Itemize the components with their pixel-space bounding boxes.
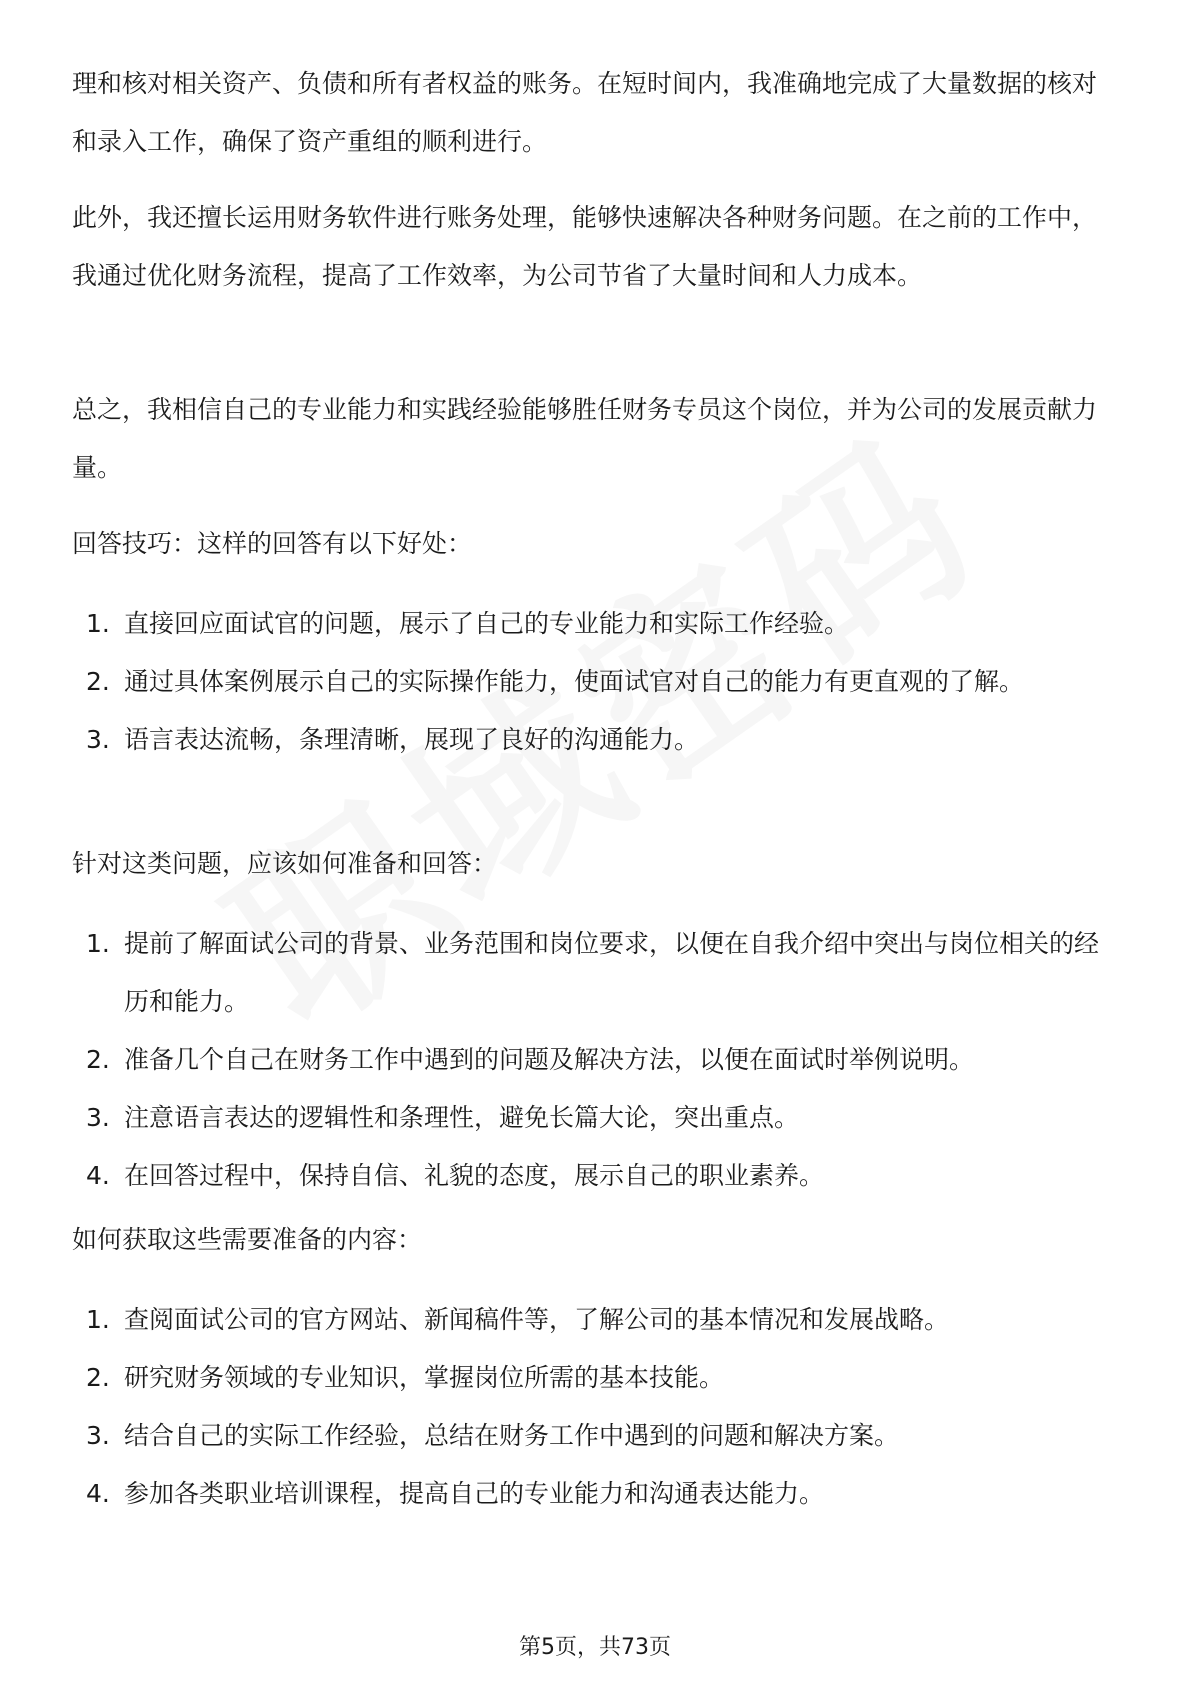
list-text: 提前了解面试公司的背景、业务范围和岗位要求，以便在自我介绍中突出与岗位相关的经历和能力。	[124, 929, 1100, 1016]
list-text: 参加各类职业培训课程，提高自己的专业能力和沟通表达能力。	[124, 1479, 825, 1508]
list-item	[72, 653, 1118, 711]
list-text: 查阅面试公司的官方网站、新闻稿件等，了解公司的基本情况和发展战略。	[124, 1305, 950, 1334]
paragraph-2: 此外，我还擅长运用财务软件进行账务处理，能够快速解决各种财务问题。在之前的工作中，我通过优化财务流程，提高了工作效率，为公司节省了大量时间和人力成本。	[72, 203, 1098, 290]
list-item	[72, 915, 1118, 1031]
list-item	[72, 1407, 1118, 1465]
prepare-heading: 针对这类问题，应该如何准备和回答：	[72, 849, 498, 878]
list-text: 直接回应面试官的问题，展示了自己的专业能力和实际工作经验。	[124, 609, 850, 638]
list-text: 语言表达流畅，条理清晰，展现了良好的沟通能力。	[124, 725, 700, 754]
list-text: 准备几个自己在财务工作中遇到的问题及解决方法，以便在面试时举例说明。	[124, 1045, 975, 1074]
paragraph-1: 理和核对相关资产、负债和所有者权益的账务。在短时间内，我准确地完成了大量数据的核对和录入工作，确保了资产重组的顺利进行。	[72, 69, 1098, 156]
list-number: 4.	[86, 1161, 110, 1190]
list-item	[72, 1349, 1118, 1407]
list-text: 注意语言表达的逻辑性和条理性，避免长篇大论，突出重点。	[124, 1103, 800, 1132]
list-item	[72, 1031, 1118, 1089]
document-page	[72, 0, 1118, 1684]
prepare-list	[72, 915, 1118, 1205]
tips-heading: 回答技巧：这样的回答有以下好处：	[72, 529, 473, 558]
obtain-list	[72, 1291, 1118, 1523]
list-item	[72, 595, 1118, 653]
paragraph-3: 总之，我相信自己的专业能力和实践经验能够胜任财务专员这个岗位，并为公司的发展贡献力量。	[72, 395, 1098, 482]
list-item	[72, 1465, 1118, 1523]
list-item	[72, 711, 1118, 769]
list-text: 在回答过程中，保持自信、礼貌的态度，展示自己的职业素养。	[124, 1161, 825, 1190]
list-item	[72, 1147, 1118, 1205]
list-text: 研究财务领域的专业知识，掌握岗位所需的基本技能。	[124, 1363, 725, 1392]
list-number: 4.	[86, 1479, 110, 1508]
list-item	[72, 1291, 1118, 1349]
list-number: 3.	[86, 725, 110, 754]
list-number: 3.	[86, 1421, 110, 1450]
list-number: 1.	[86, 929, 110, 958]
list-number: 2.	[86, 667, 110, 696]
list-number: 2.	[86, 1045, 110, 1074]
list-number: 3.	[86, 1103, 110, 1132]
list-number: 1.	[86, 1305, 110, 1334]
page-footer: 第5页，共73页	[519, 1635, 671, 1660]
list-text: 结合自己的实际工作经验，总结在财务工作中遇到的问题和解决方案。	[124, 1421, 900, 1450]
list-text: 通过具体案例展示自己的实际操作能力，使面试官对自己的能力有更直观的了解。	[124, 667, 1025, 696]
list-number: 1.	[86, 609, 110, 638]
list-number: 2.	[86, 1363, 110, 1392]
tips-list	[72, 595, 1118, 769]
list-item	[72, 1089, 1118, 1147]
obtain-heading: 如何获取这些需要准备的内容：	[72, 1225, 423, 1254]
